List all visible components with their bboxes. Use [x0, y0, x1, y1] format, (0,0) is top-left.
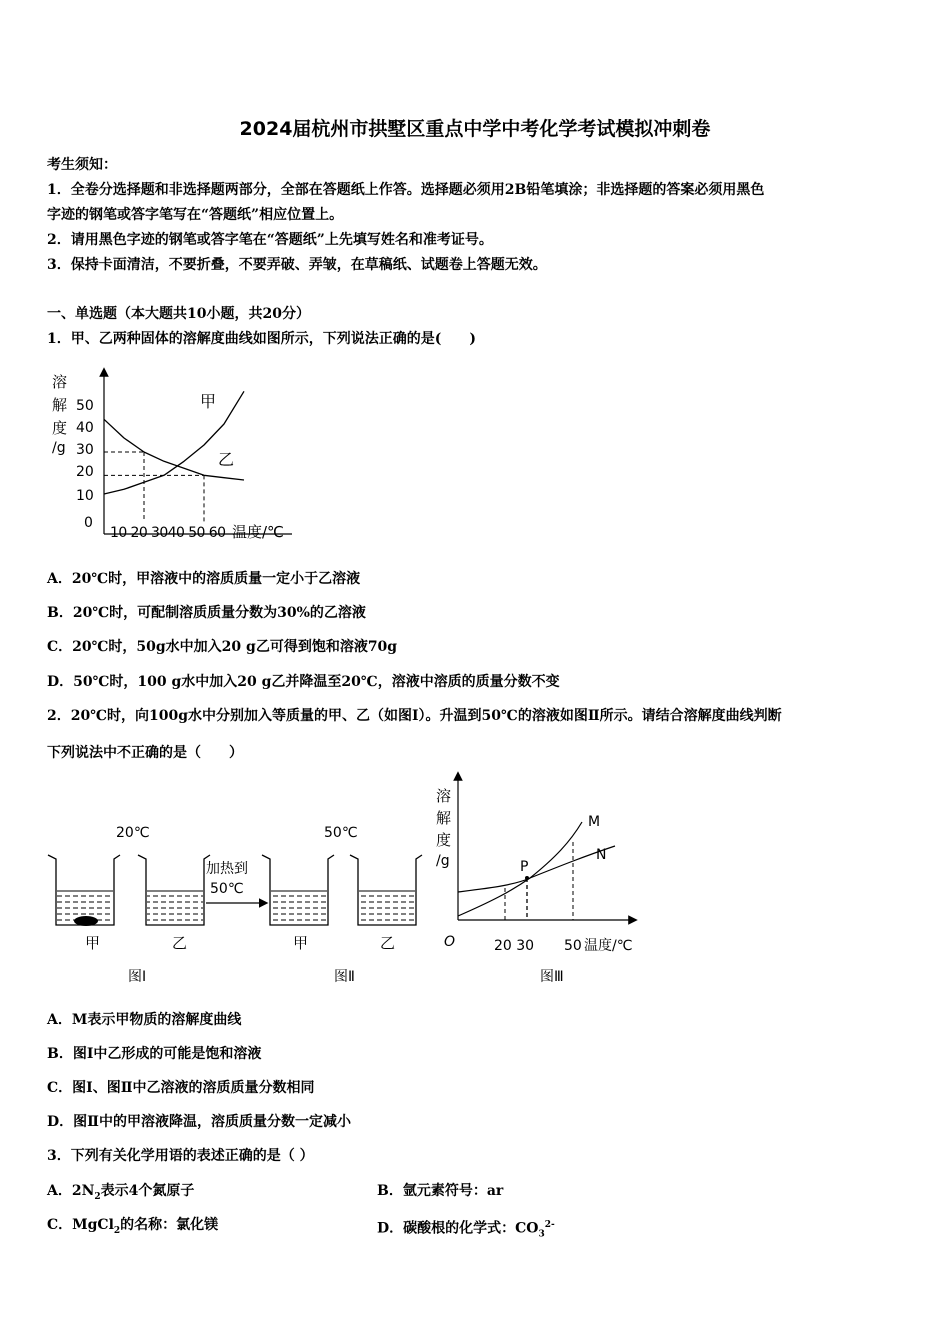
fig3-xlabel: 温度/℃: [584, 938, 633, 954]
beaker-2-label: 乙: [172, 934, 188, 952]
beaker-2: [138, 855, 210, 925]
q2-beaker-figure: [40, 815, 430, 995]
q3-option-a: A．$2N_2$表示4个氮原子: [47, 1183, 195, 1202]
q3-stem: 3．下列有关化学用语的表述正确的是（ ）: [47, 1148, 314, 1164]
fig3-ylabel-3: 度: [436, 831, 452, 849]
curve-n: [458, 846, 615, 892]
q1-ylabel-4: /g: [52, 440, 66, 456]
q1-solubility-chart: [44, 362, 294, 547]
beaker-3: [262, 855, 334, 925]
q1-ytick-50: 50: [76, 398, 94, 414]
q1-ylabel-1: 溶: [52, 373, 68, 391]
fig3-x50: 50: [564, 938, 582, 954]
q3-option-b: B．氩元素符号：ar: [377, 1183, 504, 1199]
fig3-ylabel-1: 溶: [436, 787, 452, 805]
point-p-label: P: [520, 859, 529, 875]
q1-option-b: B．20℃时，可配制溶质质量分数为30%的乙溶液: [47, 605, 366, 621]
q1-option-d: D．50℃时，100 g水中加入20 g乙并降温至20℃，溶液中溶质的质量分数不变: [47, 674, 560, 690]
q2-option-c: C．图Ⅰ、图Ⅱ中乙溶液的溶质质量分数相同: [47, 1080, 315, 1096]
q2-stem-line-1: 2．20℃时，向100g水中分别加入等质量的甲、乙（如图I）。升温到50℃的溶液如图Ⅱ所示。请结合溶解度曲线判断: [47, 708, 782, 724]
point-p: [525, 876, 529, 880]
q2-temp-label-2: 50℃: [324, 825, 358, 841]
figure-1-caption: 图Ⅰ: [128, 969, 147, 985]
notice-item-2: 2．请用黑色字迹的钢笔或答字笔在“答题纸”上先填写姓名和准考证号。: [47, 232, 493, 248]
q3-option-d: D．碳酸根的化学式：$CO_3^{2-}$: [377, 1220, 555, 1240]
q1-ytick-40: 40: [76, 420, 94, 436]
q1-xticks: 10 20 3040 50 60: [110, 525, 226, 541]
q1-xlabel: 温度/℃: [232, 523, 284, 541]
fig3-ylabel-4: /g: [436, 853, 450, 869]
q1-option-c: C．20℃时，50g水中加入20 g乙可得到饱和溶液70g: [47, 639, 398, 655]
q1-series-a-label: 甲: [200, 392, 217, 411]
q1-ylabel-2: 解: [52, 396, 68, 414]
undissolved-solid: [74, 916, 98, 926]
figure-2-caption: 图Ⅱ: [334, 969, 355, 985]
beaker-1-label: 甲: [85, 934, 101, 952]
curve-m-label: M: [588, 814, 601, 830]
q1-ytick-10: 10: [76, 488, 94, 504]
origin-label: O: [444, 934, 456, 950]
q2-option-d: D．图Ⅱ中的甲溶液降温，溶质质量分数一定减小: [47, 1114, 351, 1130]
notice-item-3: 3．保持卡面清洁，不要折叠，不要弄破、弄皱，在草稿纸、试题卷上答题无效。: [47, 257, 547, 273]
fig3-ylabel-2: 解: [436, 809, 452, 827]
heat-label-2: 50℃: [210, 881, 244, 897]
q2-temp-label-1: 20℃: [116, 825, 150, 841]
notice-heading: 考生须知：: [47, 157, 117, 173]
notice-item-1-line-2: 字迹的钢笔或答字笔写在“答题纸”相应位置上。: [47, 207, 344, 223]
beaker-3-label: 甲: [293, 934, 309, 952]
q1-ylabel-3: 度: [52, 419, 68, 437]
q2-option-a: A．M表示甲物质的溶解度曲线: [47, 1012, 242, 1028]
beaker-1: [48, 855, 120, 926]
page-title: 2024届杭州市拱墅区重点中学中考化学考试模拟冲刺卷: [239, 118, 711, 140]
fig3-xticks: 20 30: [494, 938, 535, 954]
q1-ytick-0: 0: [84, 515, 93, 531]
curve-n-label: N: [596, 847, 607, 863]
q2-figure-3-chart: [430, 770, 645, 985]
q1-series-b-label: 乙: [218, 450, 235, 469]
q1-curve-a: [104, 391, 244, 494]
q2-option-b: B．图Ⅰ中乙形成的可能是饱和溶液: [47, 1046, 262, 1062]
figure-3-caption: 图Ⅲ: [540, 969, 564, 985]
section-heading: 一、单选题（本大题共10小题，共20分）: [47, 306, 310, 322]
heat-label-1: 加热到: [206, 861, 248, 877]
q1-stem: 1．甲、乙两种固体的溶解度曲线如图所示，下列说法正确的是( ): [47, 331, 476, 347]
q3-option-c: C．MgCl$_2$的名称：氯化镁: [47, 1217, 219, 1236]
beaker-4-label: 乙: [380, 934, 396, 952]
q1-ytick-30: 30: [76, 442, 94, 458]
beaker-4: [350, 855, 422, 925]
q2-stem-line-2: 下列说法中不正确的是（ ）: [47, 745, 243, 761]
q1-ytick-20: 20: [76, 464, 94, 480]
notice-item-1-line-1: 1．全卷分选择题和非选择题两部分，全部在答题纸上作答。选择题必须用2B铅笔填涂；非选择题的答案必须用黑色: [47, 182, 765, 198]
q1-option-a: A．20℃时，甲溶液中的溶质质量一定小于乙溶液: [47, 571, 361, 587]
